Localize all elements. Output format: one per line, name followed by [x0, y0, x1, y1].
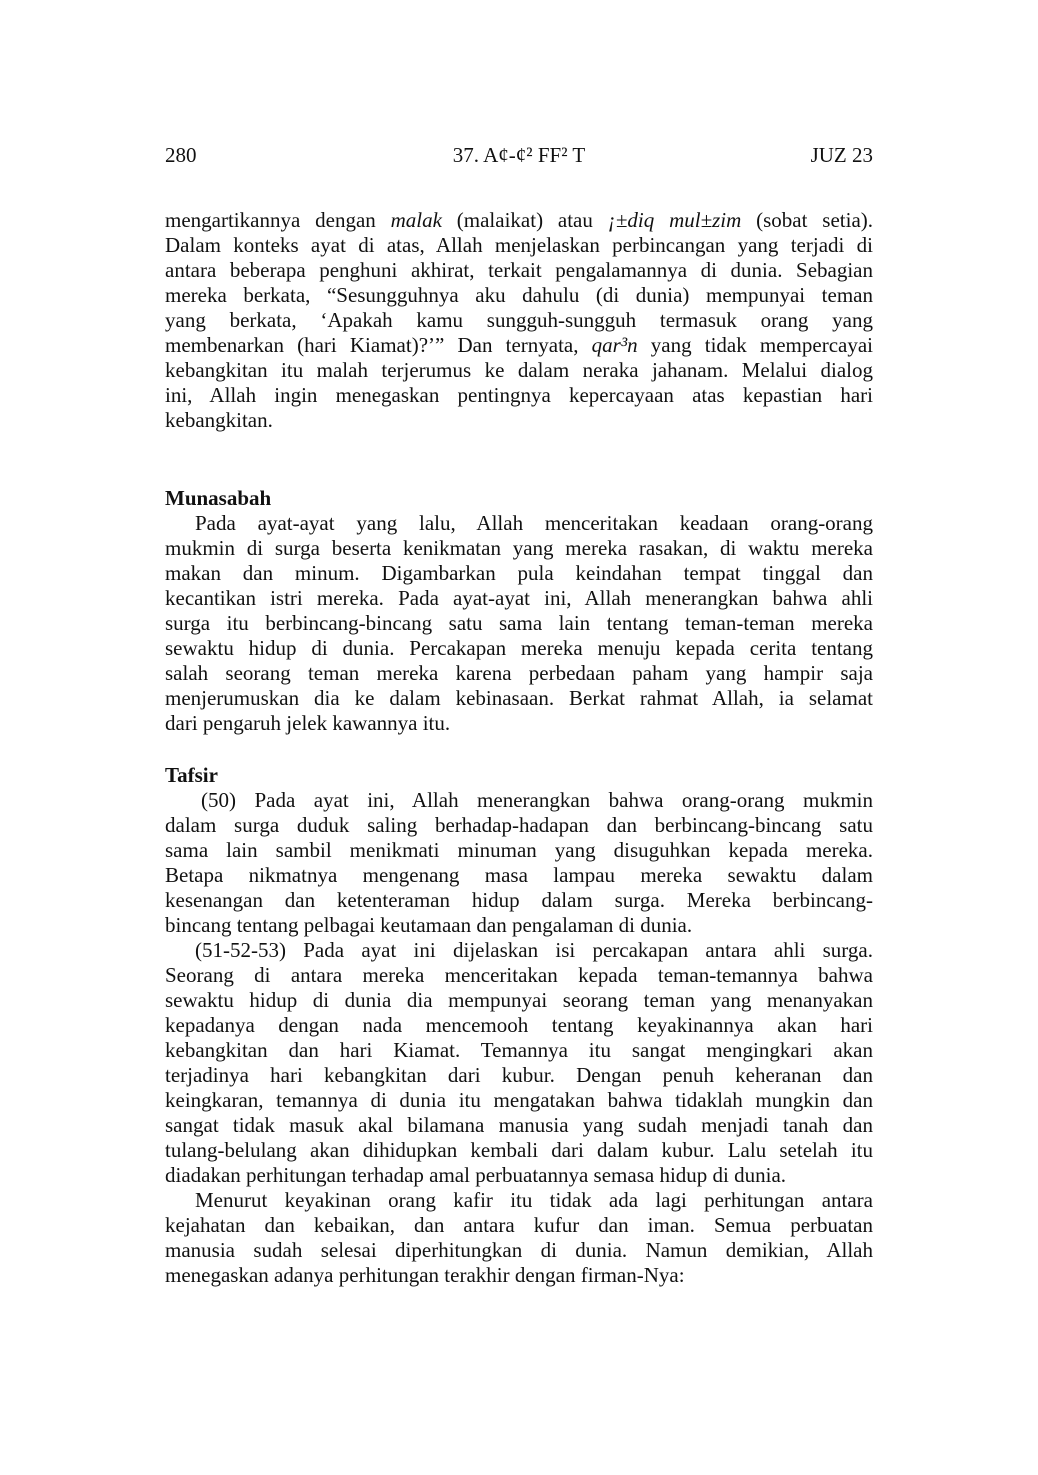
text-line: mereka berkata, “Sesungguhnya aku dahulu (di dunia) mempunyai teman [165, 283, 873, 307]
paragraph [165, 208, 873, 433]
text-line: makan dan minum. Digambarkan pula keindahan tempat tinggal dan [165, 561, 873, 585]
text-run: mengartikannya dengan [165, 208, 391, 232]
text-line: sewaktu hidup di dunia dia mempunyai seorang teman yang menanyakan [165, 988, 873, 1012]
text-line [165, 208, 873, 233]
text-line: menjerumuskan dia ke dalam kebinasaan. Berkat rahmat Allah, ia selamat [165, 686, 873, 710]
text-line: ini, Allah ingin menegaskan pentingnya kepercayaan atas kepastian hari [165, 383, 873, 407]
running-header [165, 143, 873, 171]
text-line: dalam surga duduk saling berhadap-hadapan dan berbincang-bincang satu [165, 813, 873, 837]
paragraph [165, 1188, 873, 1288]
text-line: sewaktu hidup di dunia. Percakapan mereka menuju kepada cerita tentang [165, 636, 873, 660]
text-line: Dalam konteks ayat di atas, Allah menjelaskan perbincangan yang terjadi di [165, 233, 873, 257]
text-line: mukmin di surga beserta kenikmatan yang mereka rasakan, di waktu mereka [165, 536, 873, 560]
text-line [165, 333, 873, 358]
text-line: terjadinya hari kebangkitan dari kubur. Dengan penuh keheranan dan [165, 1063, 873, 1087]
text-run: membenarkan (hari Kiamat)?’” Dan ternyata, [165, 333, 592, 357]
text-line: Pada ayat-ayat yang lalu, Allah menceritakan keadaan orang-orang [195, 511, 873, 535]
text-line: kebangkitan dan hari Kiamat. Temannya itu sangat mengingkari akan [165, 1038, 873, 1062]
text-line: antara beberapa penghuni akhirat, terkait pengalamannya di dunia. Sebagian [165, 258, 873, 282]
text-line: kesenangan dan ketenteraman hidup dalam surga. Mereka berbincang- [165, 888, 873, 912]
text-line: kejahatan dan kebaikan, dan antara kufur dan iman. Semua perbuatan [165, 1213, 873, 1237]
paragraph [165, 511, 873, 736]
text-line: kepadanya dengan nada mencemooh tentang keyakinannya akan hari [165, 1013, 873, 1037]
text-line: salah seorang teman mereka karena perbedaan paham yang hampir saja [165, 661, 873, 685]
intro-section [165, 208, 873, 433]
text-line: sama lain sambil menikmati minuman yang disuguhkan kepada mereka. [165, 838, 873, 862]
text-line: bincang tentang pelbagai keutamaan dan pengalaman di dunia. [165, 913, 693, 937]
text-line: (50) Pada ayat ini, Allah menerangkan bahwa orang-orang mukmin [201, 788, 873, 812]
italic-term: qar³n [591, 333, 638, 357]
text-line: Menurut keyakinan orang kafir itu tidak ada lagi perhitungan antara [195, 1188, 873, 1212]
text-line: (51-52-53) Pada ayat ini dijelaskan isi percakapan antara ahli surga. [195, 938, 873, 962]
text-line: yang berkata, ‘Apakah kamu sungguh-sungguh termasuk orang yang [165, 308, 873, 332]
juz-label: JUZ 23 [810, 143, 873, 167]
text-run: yang tidak mempercayai [637, 333, 873, 357]
text-line: Seorang di antara mereka menceritakan kepada teman-temannya bahwa [165, 963, 873, 987]
paragraph [165, 788, 873, 938]
text-line: surga itu berbincang-bincang satu sama lain tentang teman-teman mereka [165, 611, 873, 635]
section-heading: Munasabah [165, 486, 272, 510]
tafsir-section [165, 763, 873, 1288]
text-line: tulang-belulang akan dihidupkan kembali dari dalam kubur. Lalu setelah itu [165, 1138, 873, 1162]
text-line: sangat tidak masuk akal bilamana manusia yang sudah menjadi tanah dan [165, 1113, 873, 1137]
text-line: dari pengaruh jelek kawannya itu. [165, 711, 451, 735]
text-line: keingkaran, temannya di dunia itu mengatakan bahwa tidaklah mungkin dan [165, 1088, 873, 1112]
page-number: 280 [165, 143, 197, 167]
text-line: diadakan perhitungan terhadap amal perbuatannya semasa hidup di dunia. [165, 1163, 787, 1187]
chapter-title: 37. A¢-¢² FF² T [452, 143, 586, 167]
text-line: Betapa nikmatnya mengenang masa lampau mereka sewaktu dalam [165, 863, 873, 887]
section-heading: Tafsir [165, 763, 218, 787]
paragraph [165, 938, 873, 1188]
text-line: kebangkitan itu malah terjerumus ke dalam neraka jahanam. Melalui dialog [165, 358, 873, 382]
text-line: manusia sudah selesai diperhitungkan di dunia. Namun demikian, Allah [165, 1238, 873, 1262]
italic-term: malak [390, 208, 442, 232]
text-line: menegaskan adanya perhitungan terakhir dengan firman-Nya: [165, 1263, 685, 1287]
text-run: (malaikat) atau [441, 208, 608, 232]
text-line: kecantikan istri mereka. Pada ayat-ayat ini, Allah menerangkan bahwa ahli [165, 586, 873, 610]
text-line: kebangkitan. [165, 408, 273, 432]
text-run: (sobat setia). [741, 208, 874, 232]
italic-term: ¡±diq mul±zim [607, 208, 742, 232]
munasabah-section [165, 486, 873, 736]
